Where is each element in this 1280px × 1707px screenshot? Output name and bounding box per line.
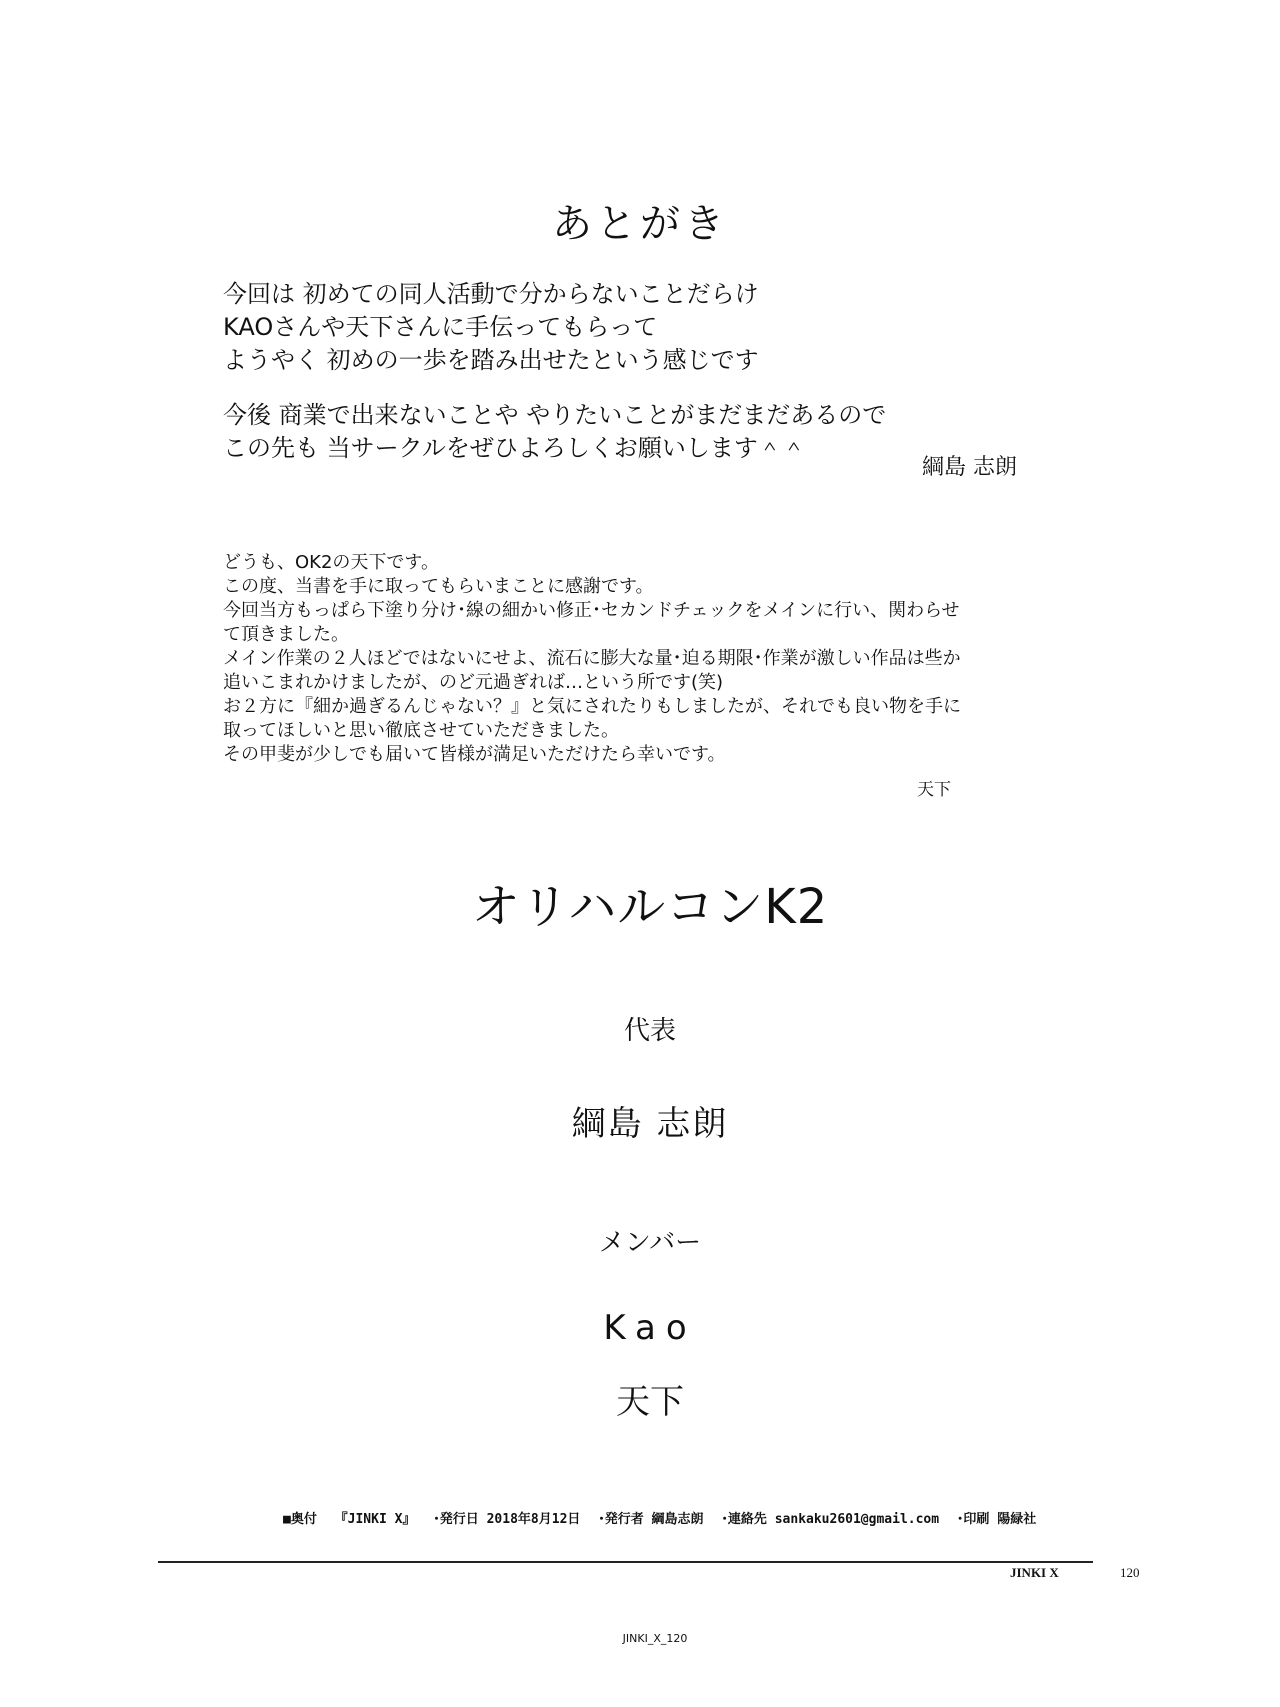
member-name: Kao xyxy=(603,1308,697,1348)
colophon xyxy=(283,1508,1046,1527)
message-line: て頂きました。 xyxy=(223,624,349,645)
footer-rule xyxy=(158,1561,1093,1563)
colophon-title: 『JINKI X』 xyxy=(334,1512,416,1527)
colophon-contact: ･連絡先 sankaku2601@gmail.com xyxy=(721,1512,940,1527)
representative-label: 代表 xyxy=(623,1016,676,1046)
author-message xyxy=(223,278,886,465)
members-label: メンバー xyxy=(598,1228,702,1258)
colophon-label: ■奥付 xyxy=(283,1512,317,1527)
representative-name: 綱島 志朗 xyxy=(571,1104,729,1144)
member-name: 天下 xyxy=(616,1382,684,1422)
message-line: メイン作業の２人ほどではないにせよ、流石に膨大な量･迫る期限･作業が激しい作品は些か xyxy=(223,648,961,669)
message-line: どうも、OK2の天下です。 xyxy=(223,552,439,573)
footer-book-title: JINKI X xyxy=(1010,1565,1059,1580)
member-signature: 天下 xyxy=(917,780,951,800)
message-line: 今回当方もっぱら下塗り分け･線の細かい修正･セカンドチェックをメインに行い、関わらせ xyxy=(223,600,960,621)
paragraph-gap xyxy=(223,377,886,399)
author-signature: 綱島 志朗 xyxy=(922,455,1017,480)
message-line: 追いこまれかけましたが、のど元過ぎれば…という所です(笑) xyxy=(223,672,724,693)
colophon-date: ･発行日 2018年8月12日 xyxy=(433,1512,581,1527)
file-label: JINKI_X_120 xyxy=(622,1632,688,1645)
member-message xyxy=(223,551,961,767)
message-line: 取ってほしいと思い徹底させていただきました。 xyxy=(223,720,619,741)
colophon-publisher: ･発行者 綱島志朗 xyxy=(598,1512,704,1527)
message-line: ようやく 初めの一歩を踏み出せたという感じです xyxy=(223,346,759,374)
circle-name: オリハルコンK2 xyxy=(471,879,829,935)
page-number: 120 xyxy=(1120,1565,1140,1580)
message-line: この度、当書を手に取ってもらいまことに感謝です。 xyxy=(223,576,654,597)
message-line: その甲斐が少しでも届いて皆様が満足いただけたら幸いです。 xyxy=(223,744,726,765)
message-line: KAOさんや天下さんに手伝ってもらって xyxy=(223,313,658,341)
message-line: お２方に『細か過ぎるんじゃない？』と気にされたりもしましたが、それでも良い物を手に xyxy=(223,696,961,717)
message-line: この先も 当サークルをぜひよろしくお願いします＾＾ xyxy=(223,434,806,462)
colophon-printer: ･印刷 陽緑社 xyxy=(956,1512,1037,1527)
afterword-title: あとがき xyxy=(552,201,728,247)
message-line: 今回は 初めての同人活動で分からないことだらけ xyxy=(223,280,759,308)
message-line: 今後 商業で出来ないことや やりたいことがまだまだあるので xyxy=(223,401,887,429)
